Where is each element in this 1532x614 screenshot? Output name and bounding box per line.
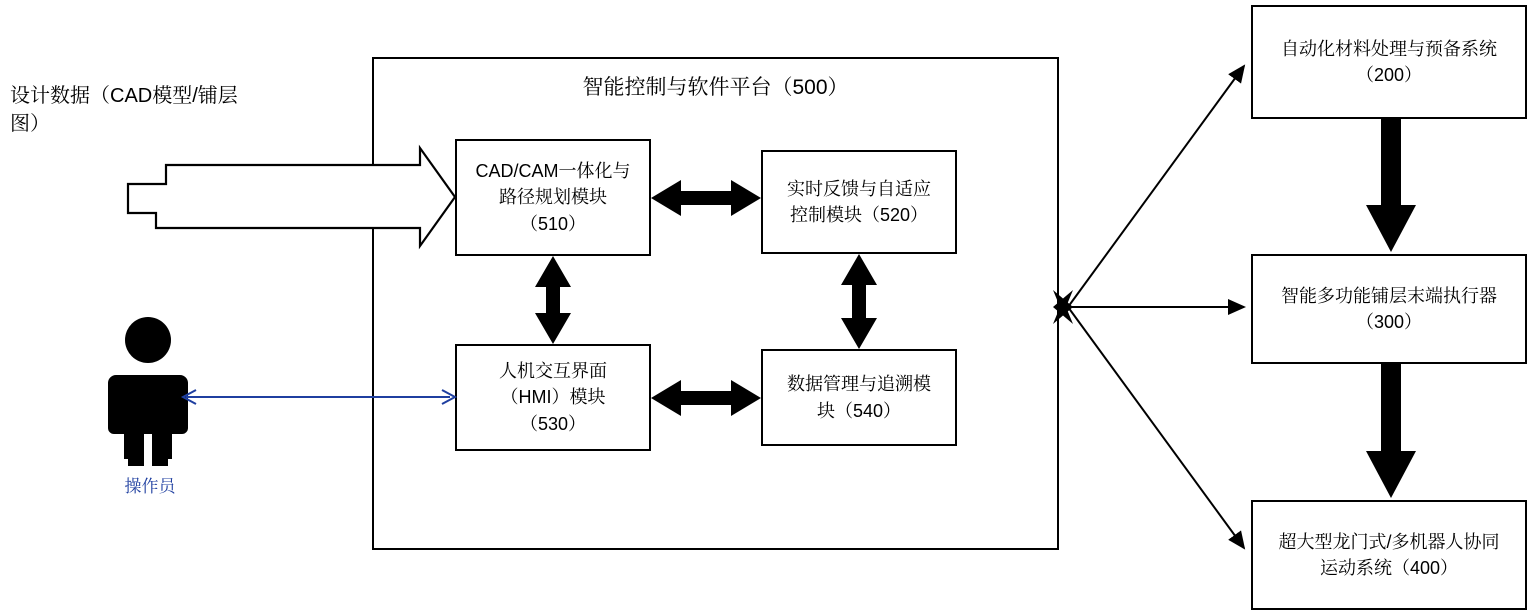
- arrow-platform-to-400: [1068, 307, 1244, 548]
- operator-label: 操作员: [124, 477, 176, 496]
- person-icon: [108, 317, 188, 466]
- subsystem-200[interactable]: 自动化材料处理与预备系统 （200）: [1251, 5, 1527, 119]
- platform-title: 智能控制与软件平台（500）: [582, 76, 849, 99]
- arrow-200-to-300: [1366, 119, 1416, 252]
- platform-frame: [372, 57, 1059, 550]
- module-540[interactable]: 数据管理与追溯模 块（540）: [761, 349, 957, 446]
- arrow-300-to-400: [1366, 364, 1416, 498]
- module-510[interactable]: CAD/CAM一体化与 路径规划模块 （510）: [455, 139, 651, 256]
- subsystem-300[interactable]: 智能多功能铺层末端执行器 （300）: [1251, 254, 1527, 364]
- module-520[interactable]: 实时反馈与自适应 控制模块（520）: [761, 150, 957, 254]
- subsystem-400[interactable]: 超大型龙门式/多机器人协同 运动系统（400）: [1251, 500, 1527, 610]
- arrow-platform-to-200: [1068, 66, 1244, 307]
- module-530[interactable]: 人机交互界面 （HMI）模块 （530）: [455, 344, 651, 451]
- design-data-label: 设计数据（CAD模型/铺层 图）: [10, 85, 238, 135]
